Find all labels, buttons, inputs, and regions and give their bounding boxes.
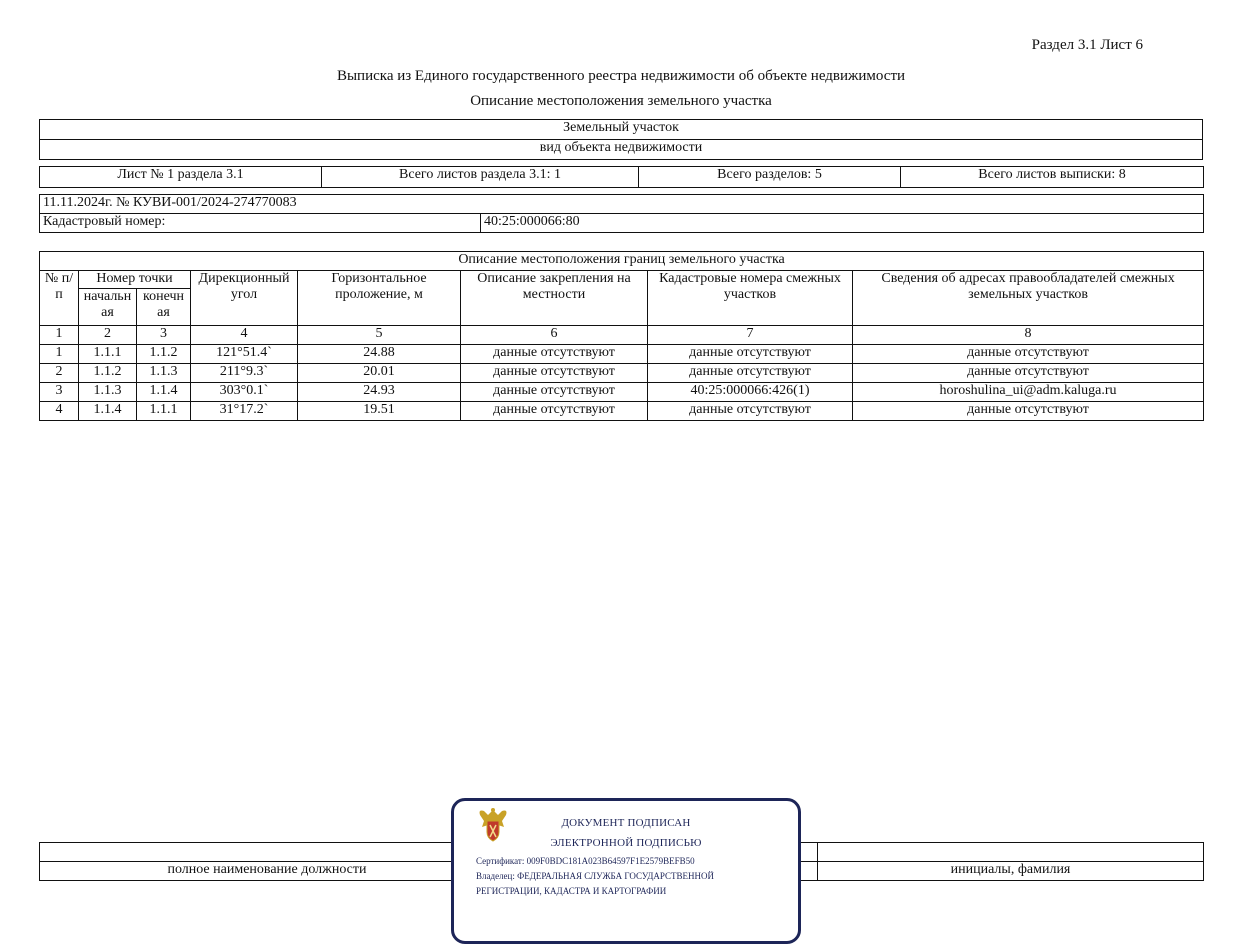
row-angle: 211°9.3` [191,364,298,383]
header-angle: Дирекционный угол [191,271,298,326]
row-length: 24.88 [298,345,461,364]
row-addresses: данные отсутствуют [853,364,1204,383]
stamp-line2: ЭЛЕКТРОННОЙ ПОДПИСЬЮ [550,837,702,849]
position-caption: полное наименование должности [40,862,495,881]
table-row [40,402,1204,421]
column-number: 6 [461,326,648,345]
row-angle: 303°0.1` [191,383,298,402]
column-number: 3 [137,326,191,345]
row-end: 1.1.4 [137,383,191,402]
object-type: Земельный участок [40,120,1203,140]
object-type-caption: вид объекта недвижимости [40,140,1203,160]
electronic-signature-stamp [451,798,801,944]
column-number: 7 [648,326,853,345]
column-number: 2 [79,326,137,345]
header-num: № п/п [40,271,79,326]
stamp-certificate: Сертификат: 009F0BDC181A023B64597F1E2579BEFB50 [476,856,695,866]
row-end: 1.1.2 [137,345,191,364]
row-end: 1.1.1 [137,402,191,421]
row-start: 1.1.2 [79,364,137,383]
name-blank [818,843,1204,862]
row-length: 19.51 [298,402,461,421]
header-neighbors: Кадастровые номера смежных участков [648,271,853,326]
row-angle: 121°51.4` [191,345,298,364]
position-blank [40,843,495,862]
row-neighbors: данные отсутствуют [648,364,853,383]
table-row [40,345,1204,364]
document-subtitle: Описание местоположения земельного участка [470,93,772,109]
row-end: 1.1.3 [137,364,191,383]
row-neighbors: данные отсутствуют [648,402,853,421]
row-fixing: данные отсутствуют [461,383,648,402]
header-start: начальн ая [79,289,137,326]
row-start: 1.1.4 [79,402,137,421]
header-addresses: Сведения об адресах правообладателей смежных земельных участков [853,271,1204,326]
sheets-info-table [39,166,1204,188]
row-num: 1 [40,345,79,364]
row-addresses: данные отсутствуют [853,402,1204,421]
row-addresses: horoshulina_ui@adm.kaluga.ru [853,383,1204,402]
table-row [40,364,1204,383]
stamp-line1: ДОКУМЕНТ ПОДПИСАН [561,817,691,829]
row-addresses: данные отсутствуют [853,345,1204,364]
header-point: Номер точки [79,271,191,289]
row-num: 3 [40,383,79,402]
row-start: 1.1.1 [79,345,137,364]
section-sheet-label: Раздел 3.1 Лист 6 [1031,37,1143,53]
row-length: 20.01 [298,364,461,383]
boundary-table [39,251,1204,421]
sheet-of-section: Лист № 1 раздела 3.1 [40,167,322,188]
column-number: 5 [298,326,461,345]
boundary-table-title: Описание местоположения границ земельного участка [40,252,1204,271]
column-number: 1 [40,326,79,345]
total-sheets: Всего листов выписки: 8 [901,167,1204,188]
cadastral-label: Кадастровый номер: [40,214,481,233]
row-fixing: данные отсутствуют [461,364,648,383]
doc-info-table [39,194,1204,233]
row-start: 1.1.3 [79,383,137,402]
table-row [40,383,1204,402]
header-end: конечн ая [137,289,191,326]
row-length: 24.93 [298,383,461,402]
column-number: 4 [191,326,298,345]
header-length: Горизонтальное проложение, м [298,271,461,326]
row-angle: 31°17.2` [191,402,298,421]
header-fixing: Описание закрепления на местности [461,271,648,326]
column-number: 8 [853,326,1204,345]
stamp-owner-line2: РЕГИСТРАЦИИ, КАДАСТРА И КАРТОГРАФИИ [476,886,667,896]
row-num: 2 [40,364,79,383]
total-section-sheets: Всего листов раздела 3.1: 1 [322,167,639,188]
row-fixing: данные отсутствуют [461,345,648,364]
total-sections: Всего разделов: 5 [639,167,901,188]
object-type-table [39,119,1203,160]
row-num: 4 [40,402,79,421]
date-number: 11.11.2024г. № КУВИ-001/2024-274770083 [40,195,1204,214]
cadastral-value: 40:25:000066:80 [481,214,1204,233]
stamp-owner-line1: Владелец: ФЕДЕРАЛЬНАЯ СЛУЖБА ГОСУДАРСТВЕННОЙ [476,871,715,881]
row-neighbors: данные отсутствуют [648,345,853,364]
document-title: Выписка из Единого государственного реестра недвижимости об объекте недвижимости [336,68,906,84]
row-fixing: данные отсутствуют [461,402,648,421]
row-neighbors: 40:25:000066:426(1) [648,383,853,402]
name-caption: инициалы, фамилия [818,862,1204,881]
